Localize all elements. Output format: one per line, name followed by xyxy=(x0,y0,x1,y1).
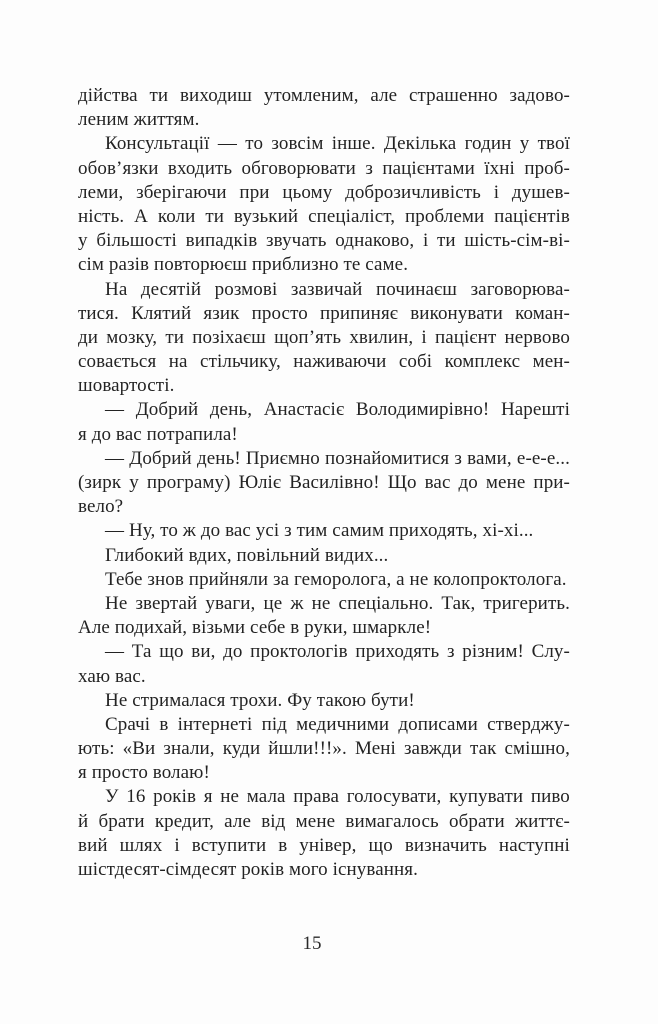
word: уваги, xyxy=(205,592,256,614)
word: Та xyxy=(131,641,152,663)
word: ти xyxy=(165,326,185,348)
word: «Ви xyxy=(122,738,156,760)
word: доброзичливість xyxy=(345,181,481,203)
word: Що xyxy=(387,472,417,493)
word: тригерить. xyxy=(483,592,570,614)
paragraph xyxy=(78,447,570,520)
word: починаєш xyxy=(375,278,458,300)
word: На xyxy=(105,278,128,300)
word: пацієнтами xyxy=(382,157,475,179)
word: ди xyxy=(78,326,99,348)
word: — xyxy=(105,447,125,469)
word: цьому xyxy=(282,181,333,203)
word: вступити xyxy=(191,834,267,856)
word: десятій xyxy=(140,278,202,300)
word: проктологів xyxy=(250,641,348,663)
word: ж xyxy=(290,592,304,614)
word: Не xyxy=(105,592,128,614)
word: смішно, xyxy=(504,738,570,760)
word: визначить xyxy=(404,834,487,856)
word: я xyxy=(203,786,213,808)
text-line: сім разів повторюєш приблизно те саме. xyxy=(78,254,409,276)
word: щоп’ять xyxy=(274,326,342,348)
word: ви, xyxy=(191,641,216,663)
word: е-е-е... xyxy=(516,447,570,469)
word: мене xyxy=(295,810,336,832)
word: різним! xyxy=(462,641,524,663)
word: (зирк xyxy=(78,472,122,493)
word: від xyxy=(261,810,286,832)
word: кредит, xyxy=(154,810,214,832)
word: пацієнтів xyxy=(494,205,570,227)
text-line: Але подихай, візьми себе в руки, шмаркле! xyxy=(78,617,432,639)
word: пиво xyxy=(530,786,570,808)
word: заговорюва- xyxy=(470,278,570,300)
word: медичними xyxy=(296,713,390,735)
word: проблеми xyxy=(404,205,485,227)
word: завжди xyxy=(403,738,462,760)
word: це xyxy=(263,592,283,614)
word: звучать xyxy=(266,230,327,252)
text-line: хаю вас. xyxy=(78,665,146,687)
word: припиняє xyxy=(320,302,399,324)
word: йшли!!!». xyxy=(268,738,347,760)
text-line xyxy=(78,132,570,156)
word: шість-сім-ві- xyxy=(464,230,570,252)
word: то xyxy=(245,133,264,155)
word: дописами xyxy=(398,713,478,735)
word: не xyxy=(311,592,331,614)
word: зберігаючи xyxy=(136,181,227,203)
word: собі xyxy=(398,351,433,373)
word: так xyxy=(469,738,497,760)
word: і xyxy=(422,230,429,252)
word: Добрий xyxy=(129,447,192,469)
paragraph xyxy=(78,689,570,713)
word: і xyxy=(493,181,500,203)
word: годин xyxy=(464,133,512,155)
text-line xyxy=(78,278,570,302)
word: коман- xyxy=(515,302,570,324)
text-line xyxy=(78,229,570,253)
text-line: Не стрималася трохи. Фу такою бути! xyxy=(105,689,415,711)
text-line xyxy=(78,84,570,108)
word: зазвичай xyxy=(290,278,363,300)
word: ти xyxy=(149,85,169,106)
text-line: шістдесят-сімдесят років мого існування. xyxy=(78,859,418,880)
word: Приємно xyxy=(245,447,320,469)
word: випадків xyxy=(185,230,258,252)
paragraph xyxy=(78,640,570,688)
word: більшості xyxy=(96,230,177,252)
text-line xyxy=(78,181,570,205)
word: права xyxy=(293,786,340,808)
word: виходиш xyxy=(179,85,253,106)
text-line xyxy=(78,326,570,350)
word: при xyxy=(239,181,270,203)
word: нервово xyxy=(504,326,570,348)
text-line xyxy=(78,592,570,616)
word: душев- xyxy=(511,181,570,203)
paragraph xyxy=(78,544,570,568)
text-line xyxy=(78,205,570,229)
text-line xyxy=(78,810,570,834)
word: що xyxy=(368,834,393,856)
word: задово- xyxy=(509,85,570,106)
text-line xyxy=(78,398,570,422)
word: інтернеті xyxy=(177,713,253,735)
word: у xyxy=(129,472,139,493)
word: Мені xyxy=(354,738,396,760)
word: спеціально. xyxy=(338,592,434,614)
text-line: Тебе знов прийняли за геморолога, а не колопроктолога. xyxy=(105,568,567,590)
paragraph xyxy=(78,398,570,446)
word: Добрий xyxy=(135,399,199,421)
word: пацієнт xyxy=(434,326,497,348)
paragraph xyxy=(78,713,570,786)
word: У xyxy=(105,786,119,808)
text-line xyxy=(78,834,570,858)
word: але xyxy=(224,810,251,832)
word: леми, xyxy=(78,181,124,203)
word: дійства xyxy=(78,85,138,106)
paragraph xyxy=(78,132,570,277)
text-line xyxy=(78,785,570,809)
word: — xyxy=(217,133,237,155)
word: вами, xyxy=(467,447,512,469)
word: тися. xyxy=(78,302,119,324)
text-line xyxy=(78,737,570,761)
word: твої xyxy=(537,133,570,155)
word: совається xyxy=(78,351,157,373)
word: розмові xyxy=(214,278,278,300)
word: Нарешті xyxy=(500,399,570,421)
text-line xyxy=(78,447,570,471)
page-number: 15 xyxy=(302,933,322,954)
word: купувати xyxy=(449,786,524,808)
paragraph xyxy=(78,568,570,592)
text-line: Глибокий вдих, повільний видих... xyxy=(105,544,389,566)
word: обрати xyxy=(449,810,505,832)
word: стверджу- xyxy=(487,713,570,735)
word: спеціаліст, xyxy=(308,205,396,227)
word: з xyxy=(446,641,455,663)
word: ти xyxy=(437,230,456,252)
word: Василівно! xyxy=(289,472,380,493)
word: А xyxy=(134,205,148,227)
word: не xyxy=(220,786,240,808)
word: мала xyxy=(246,786,286,808)
word: з xyxy=(365,157,373,179)
text-line: я до вас потрапила! xyxy=(78,423,238,445)
paragraph xyxy=(78,84,570,132)
word: язик xyxy=(203,302,240,324)
word: Володимирівно! xyxy=(355,399,490,421)
word: утомленим, xyxy=(263,85,359,106)
word: й xyxy=(78,810,89,832)
paragraph xyxy=(78,519,570,543)
word: в xyxy=(159,713,169,735)
word: і xyxy=(174,834,180,856)
word: ти xyxy=(205,205,224,227)
word: Анастасіє xyxy=(263,399,345,421)
word: коли xyxy=(157,205,196,227)
text-line: я просто волаю! xyxy=(78,762,210,784)
word: просто xyxy=(251,302,308,324)
text-line xyxy=(78,350,570,374)
word: 16 xyxy=(126,786,146,808)
text-line: — Ну, то ж до вас усі з тим самим приходять, хі-хі... xyxy=(105,520,534,542)
word: хвилин, xyxy=(349,326,414,348)
word: проб- xyxy=(524,157,570,179)
word: — xyxy=(105,399,125,421)
word: Так, xyxy=(441,592,476,614)
word: комплекс xyxy=(444,351,521,373)
word: наступні xyxy=(498,834,570,856)
word: у xyxy=(519,133,530,155)
word: на xyxy=(168,351,188,373)
word: інше. xyxy=(331,133,376,155)
word: голосувати, xyxy=(346,786,442,808)
word: і xyxy=(421,326,427,348)
word: до xyxy=(223,641,243,663)
word: день! xyxy=(197,447,241,469)
text-line xyxy=(78,157,570,181)
text-line: шовартості. xyxy=(78,375,175,397)
word: входить xyxy=(167,157,233,179)
page-footer xyxy=(0,933,624,955)
word: Декілька xyxy=(383,133,457,155)
word: у xyxy=(78,230,88,252)
word: страшенно xyxy=(409,85,498,106)
paragraph xyxy=(78,592,570,640)
text-line xyxy=(78,302,570,326)
text-line xyxy=(78,471,570,495)
word: зовсім xyxy=(271,133,324,155)
word: — xyxy=(105,641,125,663)
word: куди xyxy=(222,738,261,760)
word: вий xyxy=(78,834,108,856)
text-line: вело? xyxy=(78,496,124,518)
word: знали, xyxy=(163,738,215,760)
word: позіхаєш xyxy=(192,326,266,348)
word: день, xyxy=(209,399,253,421)
word: вузький xyxy=(233,205,299,227)
word: до xyxy=(458,472,478,493)
word: Клятий xyxy=(131,302,192,324)
word: універ, xyxy=(299,834,357,856)
word: мен- xyxy=(532,351,570,373)
word: наживаючи xyxy=(293,351,387,373)
word: але xyxy=(370,85,398,106)
word: ність. xyxy=(78,205,125,227)
word: однаково, xyxy=(335,230,415,252)
word: при- xyxy=(533,472,570,493)
text-line xyxy=(78,640,570,664)
word: під xyxy=(261,713,287,735)
word: Консультації xyxy=(105,133,210,155)
paragraph xyxy=(78,278,570,399)
word: обов’язки xyxy=(78,157,159,179)
word: Слу- xyxy=(531,641,570,663)
word: мозку, xyxy=(106,326,158,348)
word: програму) xyxy=(146,472,231,493)
word: Срачі xyxy=(105,713,151,735)
word: брати xyxy=(98,810,145,832)
word: що xyxy=(159,641,184,663)
text-line xyxy=(78,713,570,737)
word: життє- xyxy=(514,810,570,832)
word: стільчику, xyxy=(200,351,281,373)
word: Юліє xyxy=(238,472,282,493)
paragraph xyxy=(78,785,570,882)
word: ють: xyxy=(78,738,115,760)
word: вимагалось xyxy=(345,810,439,832)
word: обговорювати xyxy=(241,157,356,179)
word: познайомитися xyxy=(325,447,450,469)
text-line: леним життям. xyxy=(78,109,200,131)
word: їхні xyxy=(484,157,515,179)
word: в xyxy=(278,834,288,856)
word: приходять xyxy=(355,641,440,663)
word: звертай xyxy=(135,592,198,614)
word: років xyxy=(153,786,197,808)
word: шлях xyxy=(119,834,163,856)
word: вас xyxy=(424,472,451,493)
word: з xyxy=(454,447,462,469)
word: виконувати xyxy=(410,302,503,324)
page-text xyxy=(78,84,570,882)
word: мене xyxy=(485,472,526,493)
